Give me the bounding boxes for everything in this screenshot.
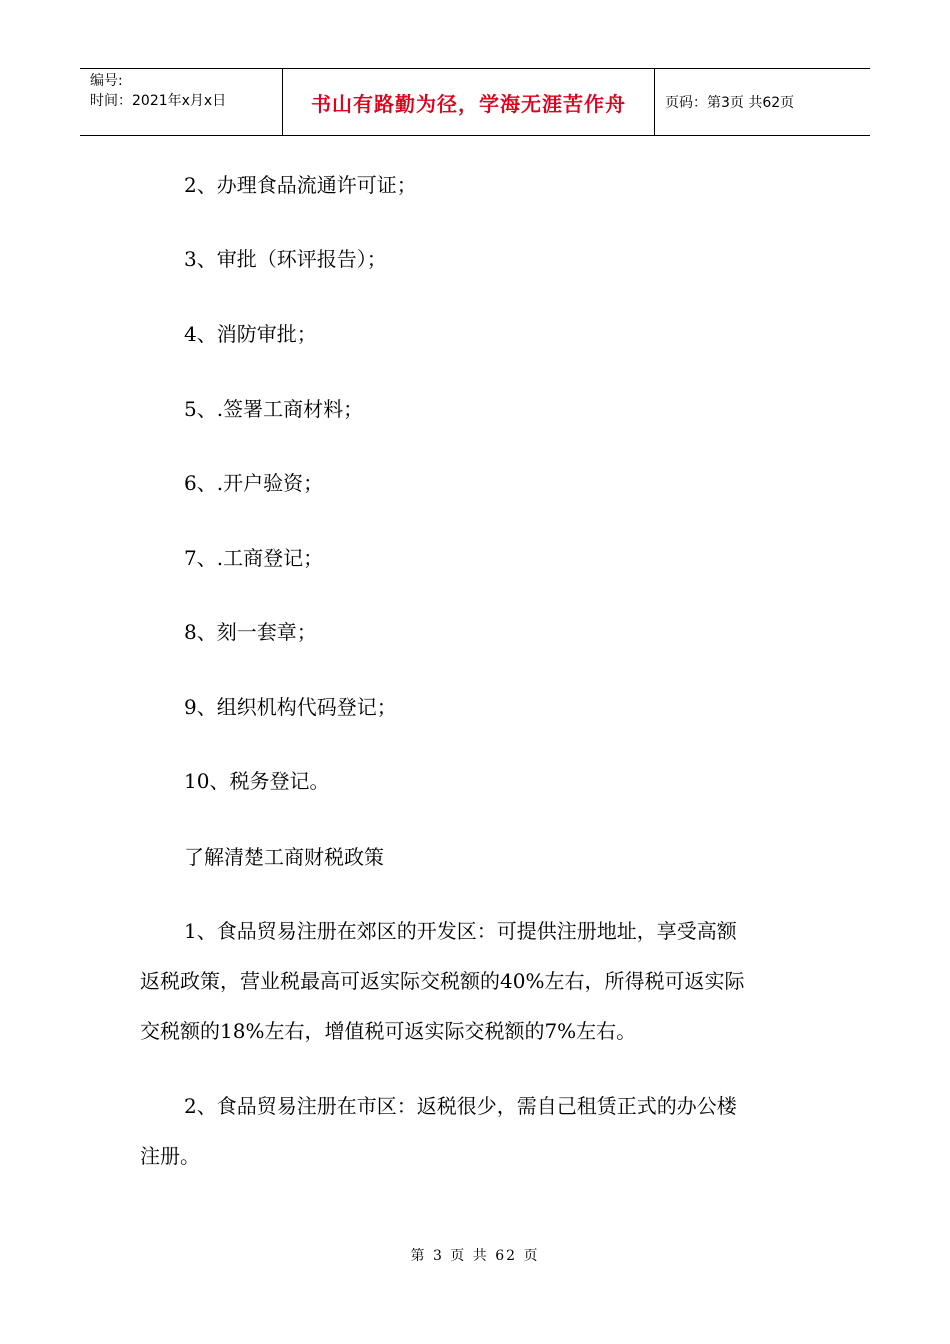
step-5: 5、.签署工商材料； xyxy=(184,397,364,421)
step-10: 10、税务登记。 xyxy=(184,769,330,793)
policy-paragraph-2 xyxy=(140,1081,820,1181)
section-title: 了解清楚工商财税政策 xyxy=(184,845,384,869)
policy-1-line-1: 1、食品贸易注册在郊区的开发区：可提供注册地址，享受高额 xyxy=(184,919,737,943)
policy-2-line-2: 注册。 xyxy=(140,1144,200,1168)
step-2: 2、办理食品流通许可证； xyxy=(184,173,417,197)
step-9: 9、组织机构代码登记； xyxy=(184,695,397,719)
header-motto: 书山有路勤为径，学海无涯苦作舟 xyxy=(311,91,626,116)
header-page-info: 页码：第3页 共62页 xyxy=(665,95,795,111)
step-7: 7、.工商登记； xyxy=(184,546,324,570)
serial-label: 编号: xyxy=(90,73,123,89)
page-header xyxy=(80,68,870,136)
policy-1-line-3: 交税额的18%左右，增值税可返实际交税额的7%左右。 xyxy=(140,1019,637,1043)
policy-1-line-2: 返税政策，营业税最高可返实际交税额的40%左右，所得税可返实际 xyxy=(140,969,745,993)
page-footer: 第 3 页 共 62 页 xyxy=(410,1248,540,1264)
header-motto-cell xyxy=(282,69,655,135)
policy-paragraph-1 xyxy=(140,906,820,1056)
step-3: 3、审批（环评报告）； xyxy=(184,247,387,271)
header-page-info-cell xyxy=(655,69,870,135)
header-meta xyxy=(80,69,282,135)
step-6: 6、.开户验资； xyxy=(184,471,324,495)
step-8: 8、刻一套章； xyxy=(184,620,317,644)
step-4: 4、消防审批； xyxy=(184,322,317,346)
date-label: 时间：2021年x月x日 xyxy=(90,93,227,109)
policy-2-line-1: 2、食品贸易注册在市区：返税很少，需自己租赁正式的办公楼 xyxy=(184,1094,737,1118)
